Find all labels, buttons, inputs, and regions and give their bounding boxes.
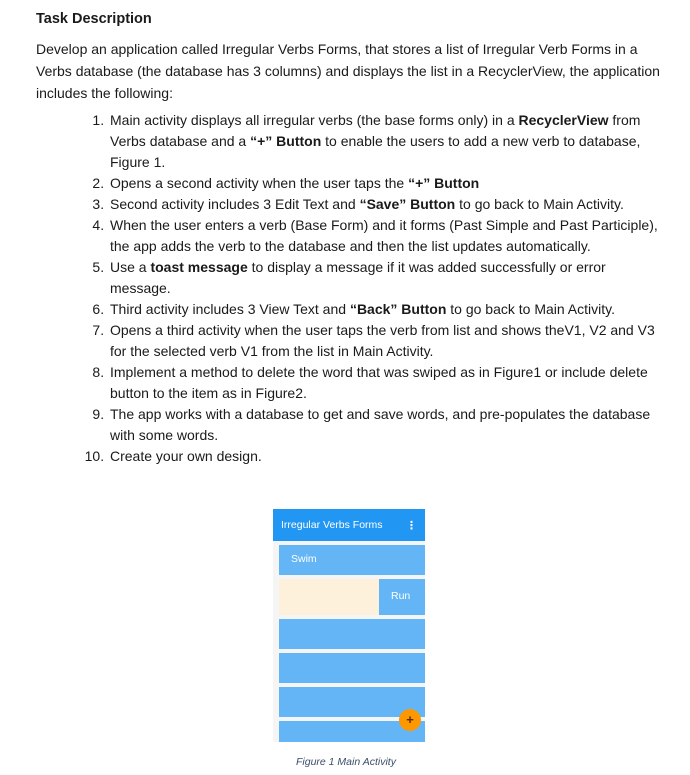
app-title: Irregular Verbs Forms xyxy=(281,519,383,531)
requirement-item: 4. When the user enters a verb (Base Form) and it forms (Past Simple and Past Participle), the app adds the verb to the database and then the list updates automatically. xyxy=(108,215,666,257)
phone-screenshot xyxy=(273,509,425,742)
requirement-item: 9. The app works with a database to get and save words, and pre-populates the database with some words. xyxy=(108,404,666,446)
app-bar xyxy=(273,509,425,541)
list-item-swiped[interactable]: Run xyxy=(379,579,425,615)
task-heading: Task Description xyxy=(36,11,152,27)
requirement-item: 6. Third activity includes 3 View Text and “Back” Button to go back to Main Activity. xyxy=(108,299,666,320)
requirements-list xyxy=(36,110,666,467)
requirement-item: 2. Opens a second activity when the user taps the “+” Button xyxy=(108,173,666,194)
requirement-item: 5. Use a toast message to display a message if it was added successfully or error message. xyxy=(108,257,666,299)
overflow-menu-icon[interactable]: ⋮ xyxy=(406,519,417,532)
add-verb-fab[interactable]: + xyxy=(399,709,421,731)
requirement-item: 10. Create your own design. xyxy=(108,446,666,467)
requirement-item: 1. Main activity displays all irregular verbs (the base forms only) in a RecyclerView from Verbs database and a “+” Button to enable the users to add a new verb to database, Figure 1. xyxy=(108,110,666,173)
figure-caption: Figure 1 Main Activity xyxy=(296,756,396,768)
requirement-item: 3. Second activity includes 3 Edit Text and “Save” Button to go back to Main Activity. xyxy=(108,194,666,215)
list-item[interactable]: Swim xyxy=(279,545,425,575)
requirement-item: 8. Implement a method to delete the word that was swiped as in Figure1 or include delete button to the item as in Figure2. xyxy=(108,362,666,404)
task-document xyxy=(36,10,666,467)
requirement-item: 7. Opens a third activity when the user taps the verb from list and shows theV1, V2 and V3 for the selected verb V1 from the list in Main Activity. xyxy=(108,320,666,362)
list-item[interactable] xyxy=(279,653,425,683)
list-item[interactable] xyxy=(279,619,425,649)
task-intro: Develop an application called Irregular Verbs Forms, that stores a list of Irregular Verb Forms in a Verbs database (the database has 3 columns) and displays the list in a RecyclerView, the application includes the following: xyxy=(36,41,660,101)
